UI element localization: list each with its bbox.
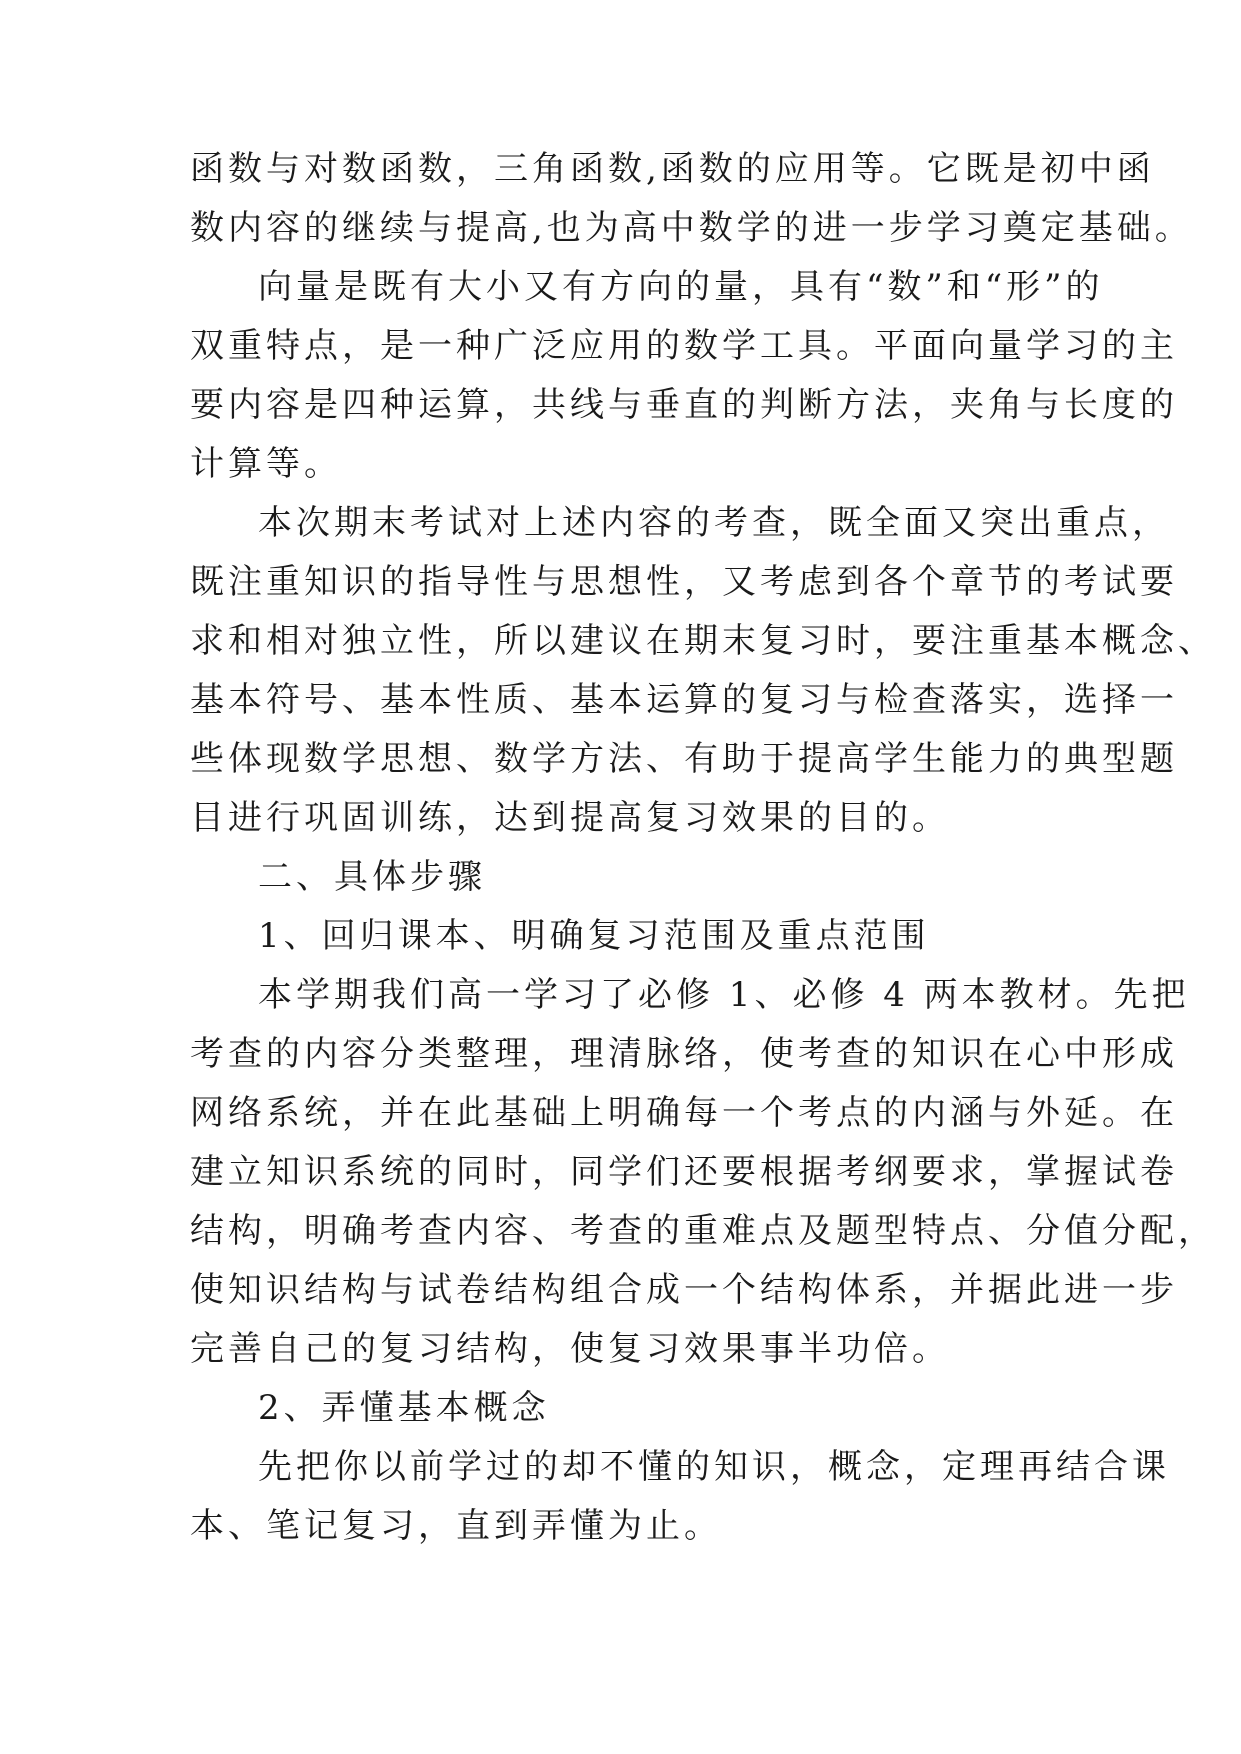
text-line: 完善自己的复习结构，使复习效果事半功倍。 bbox=[190, 1329, 950, 1369]
text-line: 本学期我们高一学习了必修 1、必修 4 两本教材。先把 bbox=[258, 975, 1190, 1015]
text-line: 数内容的继续与提高,也为高中数学的进一步学习奠定基础。 bbox=[190, 208, 1193, 248]
text-line: 建立知识系统的同时，同学们还要根据考纲要求，掌握试卷 bbox=[190, 1152, 1178, 1192]
text-line: 既注重知识的指导性与思想性，又考虑到各个章节的考试要 bbox=[190, 562, 1178, 602]
text-line: 求和相对独立性，所以建议在期末复习时，要注重基本概念、 bbox=[190, 621, 1216, 661]
text-line: 先把你以前学过的却不懂的知识，概念，定理再结合课 bbox=[258, 1447, 1170, 1487]
text-line: 考查的内容分类整理，理清脉络，使考查的知识在心中形成 bbox=[190, 1034, 1178, 1074]
text-line: 些体现数学思想、数学方法、有助于提高学生能力的典型题 bbox=[190, 739, 1178, 779]
subsection-heading: 1、回归课本、明确复习范围及重点范围 bbox=[258, 916, 930, 956]
text-line: 向量是既有大小又有方向的量，具有“数”和“形”的 bbox=[258, 267, 1104, 307]
text-line: 本次期末考试对上述内容的考查，既全面又突出重点， bbox=[258, 503, 1170, 543]
text-line: 要内容是四种运算，共线与垂直的判断方法，夹角与长度的 bbox=[190, 385, 1178, 425]
text-line: 函数与对数函数，三角函数,函数的应用等。它既是初中函 bbox=[190, 149, 1155, 189]
text-line: 计算等。 bbox=[190, 444, 342, 484]
text-line: 双重特点，是一种广泛应用的数学工具。平面向量学习的主 bbox=[190, 326, 1178, 366]
text-line: 网络系统，并在此基础上明确每一个考点的内涵与外延。在 bbox=[190, 1093, 1178, 1133]
text-line: 基本符号、基本性质、基本运算的复习与检查落实，选择一 bbox=[190, 680, 1178, 720]
subsection-heading: 2、弄懂基本概念 bbox=[258, 1388, 550, 1428]
section-heading: 二、具体步骤 bbox=[258, 857, 486, 897]
text-line: 目进行巩固训练，达到提高复习效果的目的。 bbox=[190, 798, 950, 838]
text-line: 本、笔记复习，直到弄懂为止。 bbox=[190, 1506, 722, 1546]
text-line: 使知识结构与试卷结构组合成一个结构体系，并据此进一步 bbox=[190, 1270, 1178, 1310]
text-line: 结构，明确考查内容、考查的重难点及题型特点、分值分配， bbox=[190, 1211, 1216, 1251]
